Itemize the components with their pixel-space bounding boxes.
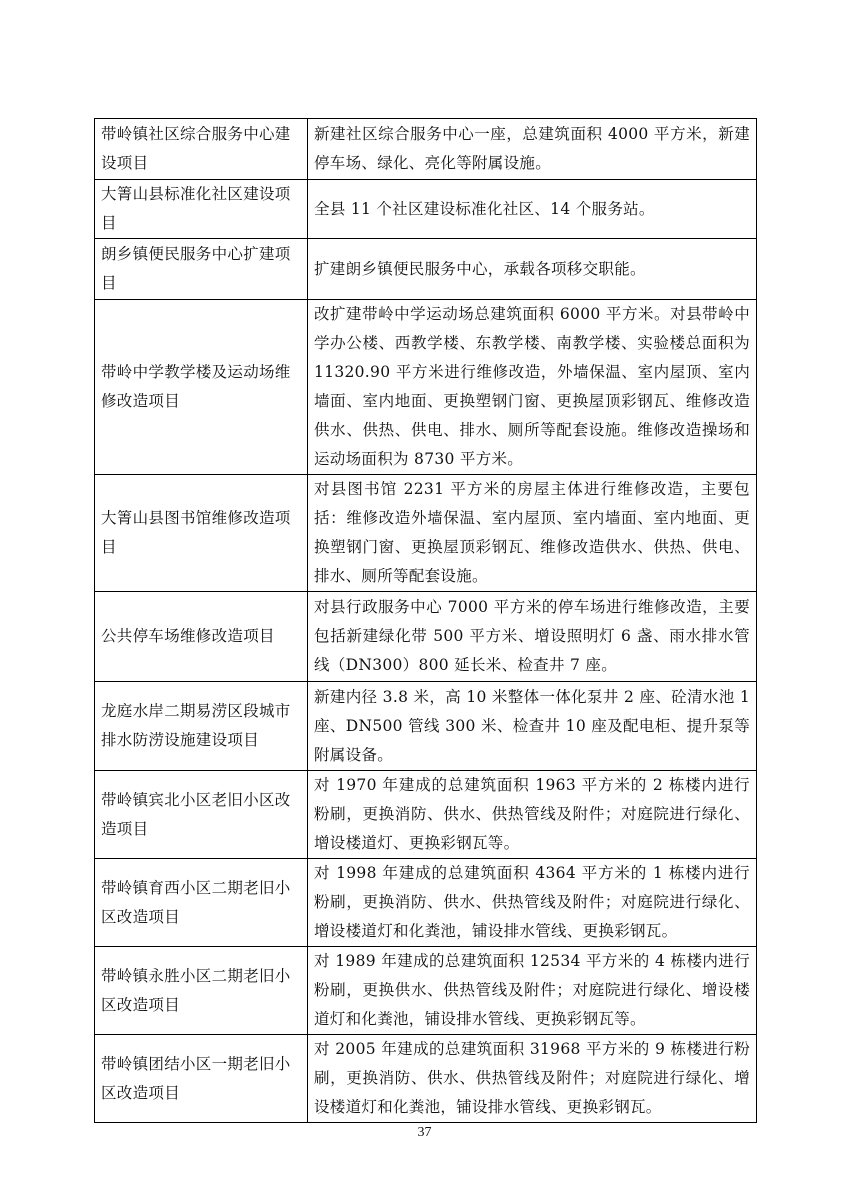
- table-row: [95, 239, 757, 300]
- project-description-cell: 对县图书馆 2231 平方米的房屋主体进行维修改造，主要包括：维修改造外墙保温、室内屋顶、室内墙面、室内地面、更换塑钢门窗、更换屋顶彩钢瓦、维修改造供水、供热、供电、排水、厕所等配套设施。: [308, 475, 757, 592]
- project-name-cell: 带岭镇团结小区一期老旧小区改造项目: [95, 1035, 308, 1123]
- project-description-cell: 对 1970 年建成的总建筑面积 1963 平方米的 2 栋楼内进行粉刷，更换消防、供水、供热管线及附件；对庭院进行绿化、增设楼道灯、更换彩钢瓦等。: [308, 771, 757, 859]
- project-name-cell: 朗乡镇便民服务中心扩建项目: [95, 239, 308, 300]
- project-description-cell: 新建社区综合服务中心一座，总建筑面积 4000 平方米，新建停车场、绿化、亮化等附属设施。: [308, 119, 757, 180]
- project-description-cell: 全县 11 个社区建设标准化社区、14 个服务站。: [308, 180, 757, 239]
- project-name-cell: 公共停车场维修改造项目: [95, 592, 308, 682]
- project-description-cell: 对 2005 年建成的总建筑面积 31968 平方米的 9 栋楼进行粉刷，更换消防、供水、供热管线及附件；对庭院进行绿化、增设楼道灯和化粪池，铺设排水管线、更换彩钢瓦。: [308, 1035, 757, 1123]
- table-row: [95, 180, 757, 239]
- project-description-cell: 对 1998 年建成的总建筑面积 4364 平方米的 1 栋楼内进行粉刷，更换消防、供水、供热管线及附件；对庭院进行绿化、增设楼道灯和化粪池，铺设排水管线、更换彩钢瓦。: [308, 859, 757, 947]
- project-name-cell: 大箐山县标准化社区建设项目: [95, 180, 308, 239]
- project-description-cell: 扩建朗乡镇便民服务中心，承载各项移交职能。: [308, 239, 757, 300]
- project-name-cell: 带岭中学教学楼及运动场维修改造项目: [95, 300, 308, 475]
- project-description-cell: 对 1989 年建成的总建筑面积 12534 平方米的 4 栋楼内进行粉刷，更换供水、供热管线及附件；对庭院进行绿化、增设楼道灯和化粪池，铺设排水管线、更换彩钢瓦等。: [308, 947, 757, 1035]
- table-row: [95, 300, 757, 475]
- table-row: [95, 947, 757, 1035]
- table-row: [95, 682, 757, 771]
- project-table: [94, 118, 757, 1123]
- table-row: [95, 1035, 757, 1123]
- project-name-cell: 带岭镇永胜小区二期老旧小区改造项目: [95, 947, 308, 1035]
- table-row: [95, 771, 757, 859]
- page-number: 37: [417, 1125, 432, 1140]
- table-row: [95, 475, 757, 592]
- project-name-cell: 带岭镇宾北小区老旧小区改造项目: [95, 771, 308, 859]
- table-row: [95, 119, 757, 180]
- project-description-cell: 新建内径 3.8 米，高 10 米整体一体化泵井 2 座、砼清水池 1 座、DN500 管线 300 米、检查井 10 座及配电柜、提升泵等附属设备。: [308, 682, 757, 771]
- project-name-cell: 带岭镇育西小区二期老旧小区改造项目: [95, 859, 308, 947]
- project-name-cell: 带岭镇社区综合服务中心建设项目: [95, 119, 308, 180]
- table-row: [95, 859, 757, 947]
- project-name-cell: 大箐山县图书馆维修改造项目: [95, 475, 308, 592]
- project-description-cell: 改扩建带岭中学运动场总建筑面积 6000 平方米。对县带岭中学办公楼、西教学楼、东教学楼、南教学楼、实验楼总面积为 11320.90 平方米进行维修改造，外墙保温、室内屋顶、室内墙面、室内地面、更换塑钢门窗、更换屋顶彩钢瓦、维修改造供水、供热、供电、排水、厕所等配套设施。维修改造操场和运动场面积为 8730 平方米。: [308, 300, 757, 475]
- project-description-cell: 对县行政服务中心 7000 平方米的停车场进行维修改造，主要包括新建绿化带 500 平方米、增设照明灯 6 盏、雨水排水管线（DN300）800 延长米、检查井 7 座。: [308, 592, 757, 682]
- table-row: [95, 592, 757, 682]
- project-name-cell: 龙庭水岸二期易涝区段城市排水防涝设施建设项目: [95, 682, 308, 771]
